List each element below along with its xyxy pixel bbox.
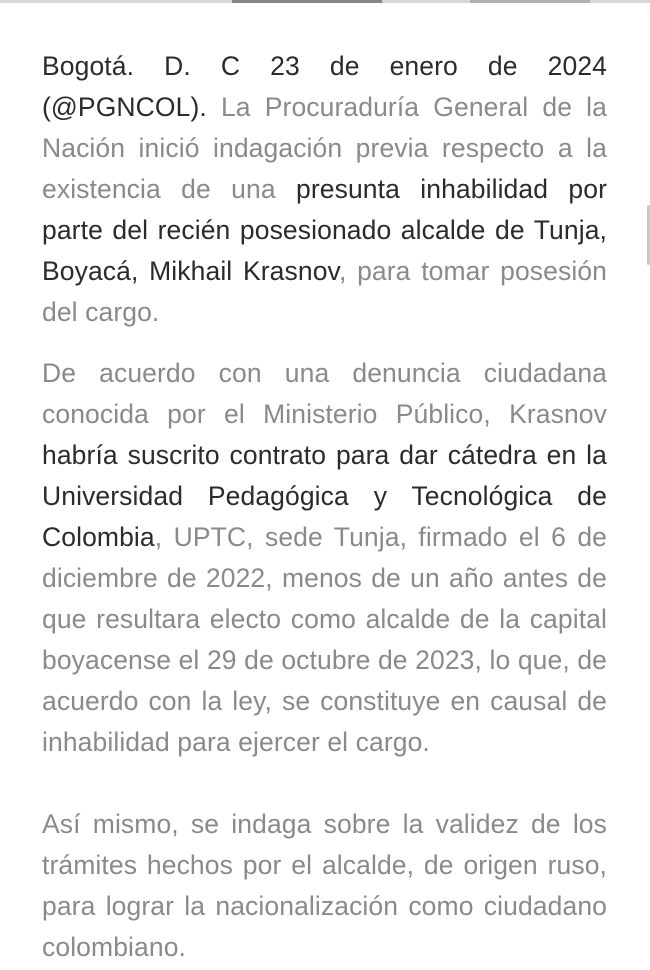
- paragraph-3-text: Así mismo, se indaga sobre la validez de los trámites hechos por el alcalde, de origen ruso, para lograr la nacionalización como ciudadano colombiano.: [42, 809, 607, 962]
- dateline: Bogotá. D. C 23 de enero de 2024 (@PGNCOL).: [42, 51, 607, 122]
- article-body: [42, 46, 607, 968]
- top-image-edge-dark: [232, 0, 382, 3]
- paragraph-2-tail: , UPTC, sede Tunja, firmado el 6 de diciembre de 2022, menos de un año antes de que resultara electo como alcalde de la capital boyacense el 29 de octubre de 2023, lo que, de acuerdo con la ley, se constituye en causal de inhabilidad para ejercer el cargo.: [42, 522, 607, 757]
- paragraph-1-highlight: presunta inhabilidad por parte del recién posesionado alcalde de Tunja, Boyacá, Mikhail Krasnov: [42, 174, 607, 286]
- top-image-edge: [0, 0, 650, 3]
- paragraph-3: [42, 804, 607, 968]
- paragraph-2: [42, 353, 607, 763]
- paragraph-2-lead: De acuerdo con una denuncia ciudadana conocida por el Ministerio Público, Krasnov: [42, 358, 607, 429]
- paragraph-1-tail: , para tomar posesión del cargo.: [42, 256, 607, 327]
- paragraph-1-lead: La Procuraduría General de la Nación inició indagación previa respecto a la existencia de una: [42, 92, 607, 204]
- paragraph-1: [42, 46, 607, 333]
- top-image-edge-mid: [470, 0, 590, 3]
- paragraph-2-highlight: habría suscrito contrato para dar cátedra en la Universidad Pedagógica y Tecnológica de Colombia: [42, 440, 607, 552]
